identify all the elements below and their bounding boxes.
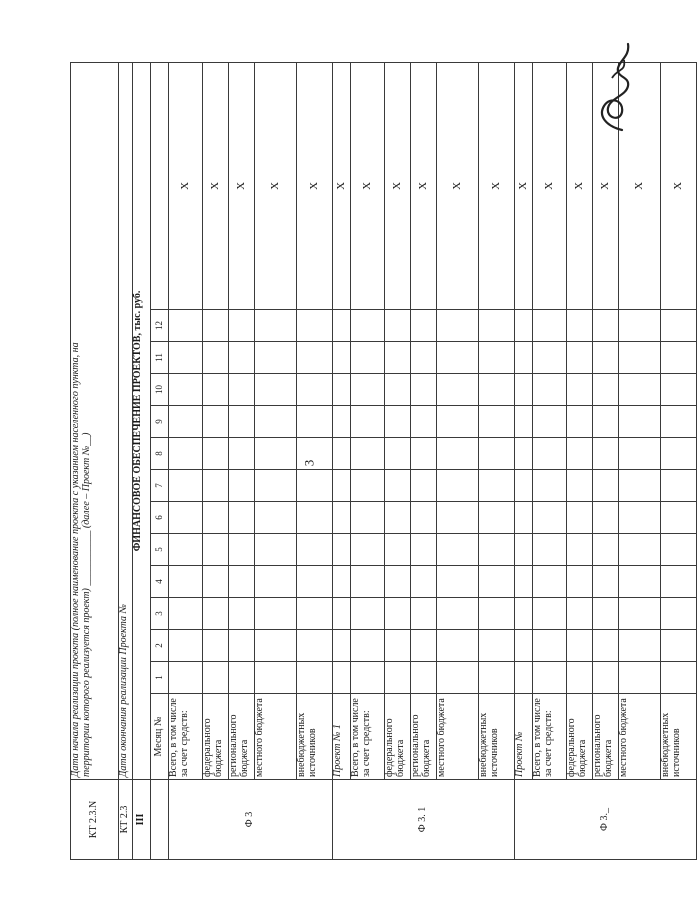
value-cell[interactable] [333, 438, 351, 470]
value-cell[interactable] [333, 342, 351, 374]
row-label-cell: внебюджетных источников [297, 694, 333, 780]
value-cell[interactable] [385, 470, 411, 502]
group-code-cell: Ф 3._ [515, 780, 697, 860]
value-cell[interactable] [203, 438, 229, 470]
value-cell[interactable] [567, 438, 593, 470]
value-cell[interactable] [385, 374, 411, 406]
value-cell[interactable] [619, 662, 661, 694]
kt-code-cell: КТ 2.3.N [71, 780, 119, 860]
month-10-header: 10 [151, 374, 169, 406]
value-cell[interactable] [229, 342, 255, 374]
value-cell[interactable] [411, 374, 437, 406]
value-cell[interactable] [619, 630, 661, 662]
value-cell[interactable] [533, 374, 567, 406]
value-cell[interactable] [593, 470, 619, 502]
x-mark-cell: X [661, 62, 697, 309]
x-mark-cell: X [567, 62, 593, 309]
value-cell[interactable] [255, 502, 297, 534]
value-cell[interactable] [255, 310, 297, 342]
month-8-header: 8 [151, 438, 169, 470]
value-cell[interactable] [479, 406, 515, 438]
value-cell[interactable] [255, 662, 297, 694]
row-label-cell: Проект № [515, 694, 533, 780]
row-label-cell: местного бюджета [437, 694, 479, 780]
value-cell[interactable] [255, 374, 297, 406]
value-cell[interactable] [411, 310, 437, 342]
value-cell[interactable] [437, 534, 479, 566]
value-cell[interactable] [351, 534, 385, 566]
value-cell[interactable] [385, 502, 411, 534]
value-cell[interactable] [567, 534, 593, 566]
month-12-header: 12 [151, 310, 169, 342]
row-label-cell: регионального бюджета [229, 694, 255, 780]
value-cell[interactable] [661, 630, 697, 662]
value-cell[interactable] [297, 470, 333, 502]
table-row [515, 62, 533, 859]
value-cell[interactable] [203, 598, 229, 630]
row-label-cell: местного бюджета [619, 694, 661, 780]
value-cell[interactable] [437, 310, 479, 342]
x-mark-cell: X [515, 62, 533, 309]
start-date-line1: Дата начала реализации проекта (полное наименование проекта с указанием населенного пункта, на [70, 342, 81, 777]
value-cell[interactable] [255, 438, 297, 470]
value-cell[interactable] [229, 630, 255, 662]
value-cell[interactable] [515, 406, 533, 438]
value-cell[interactable] [333, 598, 351, 630]
value-cell[interactable] [297, 438, 333, 470]
value-cell[interactable] [567, 342, 593, 374]
value-cell[interactable] [515, 374, 533, 406]
value-cell[interactable] [229, 598, 255, 630]
value-cell[interactable] [661, 470, 697, 502]
value-cell[interactable] [661, 438, 697, 470]
value-cell[interactable] [567, 374, 593, 406]
value-cell[interactable] [411, 342, 437, 374]
value-cell[interactable] [479, 630, 515, 662]
value-cell[interactable] [297, 342, 333, 374]
value-cell[interactable] [619, 342, 661, 374]
value-cell[interactable] [533, 598, 567, 630]
value-cell[interactable] [385, 534, 411, 566]
value-cell[interactable] [593, 630, 619, 662]
value-cell[interactable] [255, 534, 297, 566]
value-cell[interactable] [351, 470, 385, 502]
row-label-cell: местного бюджета [255, 694, 297, 780]
value-cell[interactable] [229, 438, 255, 470]
value-cell[interactable] [619, 502, 661, 534]
value-cell[interactable] [169, 374, 203, 406]
x-mark-cell: X [593, 62, 619, 309]
value-cell[interactable] [333, 662, 351, 694]
month-3-header: 3 [151, 598, 169, 630]
value-cell[interactable] [385, 662, 411, 694]
value-cell[interactable] [203, 662, 229, 694]
value-cell[interactable] [297, 502, 333, 534]
value-cell[interactable] [411, 470, 437, 502]
table-row [385, 62, 411, 859]
value-cell[interactable] [411, 566, 437, 598]
value-cell[interactable] [229, 470, 255, 502]
financing-table-sheet [70, 63, 684, 860]
value-cell[interactable] [515, 310, 533, 342]
value-cell[interactable] [333, 310, 351, 342]
value-cell[interactable] [661, 502, 697, 534]
table-row [297, 62, 333, 859]
value-cell[interactable] [661, 662, 697, 694]
value-cell[interactable] [169, 566, 203, 598]
value-cell[interactable] [203, 406, 229, 438]
value-cell[interactable] [661, 342, 697, 374]
x-mark-cell: X [297, 62, 333, 309]
value-cell[interactable] [297, 662, 333, 694]
table-row [169, 62, 203, 859]
end-date-cell: Дата окончания реализации Проекта № [119, 62, 133, 779]
value-cell[interactable] [229, 534, 255, 566]
value-cell[interactable] [385, 406, 411, 438]
value-cell[interactable] [567, 310, 593, 342]
value-cell[interactable] [479, 438, 515, 470]
value-cell[interactable] [333, 534, 351, 566]
value-cell[interactable] [479, 470, 515, 502]
value-cell[interactable] [411, 502, 437, 534]
value-cell[interactable] [515, 534, 533, 566]
x-mark-cell: X [351, 62, 385, 309]
value-cell[interactable] [619, 598, 661, 630]
table-row [661, 62, 697, 859]
value-cell[interactable] [203, 534, 229, 566]
month-2-header: 2 [151, 630, 169, 662]
value-cell[interactable] [567, 470, 593, 502]
month-9-header: 9 [151, 406, 169, 438]
value-cell[interactable] [515, 438, 533, 470]
value-cell[interactable] [593, 374, 619, 406]
x-mark-cell: X [255, 62, 297, 309]
value-cell[interactable] [437, 566, 479, 598]
value-cell[interactable] [533, 534, 567, 566]
value-cell[interactable] [229, 374, 255, 406]
value-cell[interactable] [255, 566, 297, 598]
row-label-cell: Проект № 1 [333, 694, 351, 780]
value-cell[interactable] [515, 630, 533, 662]
value-cell[interactable] [479, 662, 515, 694]
x-mark-cell: X [533, 62, 567, 309]
table-row [229, 62, 255, 859]
value-cell[interactable] [351, 374, 385, 406]
value-cell[interactable] [203, 342, 229, 374]
value-cell[interactable] [411, 438, 437, 470]
row-label-cell: федерального бюджета [203, 694, 229, 780]
value-cell[interactable] [437, 406, 479, 438]
value-cell[interactable] [229, 662, 255, 694]
row-label-cell: регионального бюджета [411, 694, 437, 780]
value-cell[interactable] [437, 502, 479, 534]
handwritten-signature [592, 38, 636, 134]
value-cell[interactable] [479, 342, 515, 374]
value-cell[interactable] [255, 342, 297, 374]
value-cell[interactable] [437, 662, 479, 694]
value-cell[interactable] [619, 534, 661, 566]
value-cell[interactable] [351, 566, 385, 598]
value-cell[interactable] [333, 502, 351, 534]
value-cell[interactable] [297, 310, 333, 342]
value-cell[interactable] [661, 566, 697, 598]
value-cell[interactable] [619, 438, 661, 470]
table-row [437, 62, 479, 859]
value-cell[interactable] [479, 310, 515, 342]
value-cell[interactable] [437, 598, 479, 630]
x-mark-cell: X [385, 62, 411, 309]
value-cell[interactable] [593, 310, 619, 342]
value-cell[interactable] [333, 406, 351, 438]
value-cell[interactable] [411, 662, 437, 694]
value-cell[interactable] [515, 598, 533, 630]
value-cell[interactable] [533, 342, 567, 374]
value-cell[interactable] [437, 438, 479, 470]
value-cell[interactable] [169, 598, 203, 630]
value-cell[interactable] [229, 406, 255, 438]
value-cell[interactable] [619, 566, 661, 598]
month-11-header: 11 [151, 342, 169, 374]
value-cell[interactable] [533, 662, 567, 694]
value-cell[interactable] [255, 630, 297, 662]
value-cell[interactable] [437, 470, 479, 502]
value-cell[interactable] [169, 310, 203, 342]
table-row [411, 62, 437, 859]
value-cell[interactable] [351, 662, 385, 694]
value-cell[interactable] [255, 598, 297, 630]
value-cell[interactable] [351, 630, 385, 662]
section-title-cell: ФИНАНСОВОЕ ОБЕСПЕЧЕНИЕ ПРОЕКТОВ, тыс. руб. [133, 62, 151, 779]
group-code-cell: Ф 3. 1 [333, 780, 515, 860]
value-cell[interactable] [169, 534, 203, 566]
table-row [203, 62, 229, 859]
value-cell[interactable] [255, 406, 297, 438]
value-cell[interactable] [297, 598, 333, 630]
row-label-cell: Всего, в том числе за счет средств: [169, 694, 203, 780]
value-cell[interactable] [593, 342, 619, 374]
row-label-cell: федерального бюджета [567, 694, 593, 780]
value-cell[interactable] [297, 566, 333, 598]
x-mark-cell: X [229, 62, 255, 309]
value-cell[interactable] [479, 598, 515, 630]
x-mark-cell: X [333, 62, 351, 309]
value-cell[interactable] [661, 406, 697, 438]
table-row [351, 62, 385, 859]
value-cell[interactable] [437, 374, 479, 406]
value-cell[interactable] [619, 310, 661, 342]
value-cell[interactable] [533, 406, 567, 438]
row-label-cell: внебюджетных источников [479, 694, 515, 780]
row-label-cell: регионального бюджета [593, 694, 619, 780]
value-cell[interactable] [229, 502, 255, 534]
value-cell[interactable] [533, 566, 567, 598]
value-cell[interactable] [437, 342, 479, 374]
value-cell[interactable] [203, 630, 229, 662]
value-cell[interactable] [619, 406, 661, 438]
value-cell[interactable] [169, 406, 203, 438]
x-mark-cell: X [479, 62, 515, 309]
table-row [619, 62, 661, 859]
value-cell[interactable] [385, 438, 411, 470]
value-cell[interactable] [385, 310, 411, 342]
value-cell[interactable] [567, 502, 593, 534]
kt-sub-cell: КТ 2.3 [119, 780, 133, 860]
x-mark-cell: X [169, 62, 203, 309]
value-cell[interactable] [229, 310, 255, 342]
value-cell[interactable] [333, 566, 351, 598]
value-cell[interactable] [411, 534, 437, 566]
value-cell[interactable] [515, 470, 533, 502]
start-date-cell [71, 62, 119, 779]
value-cell[interactable] [593, 566, 619, 598]
month-1-header: 1 [151, 662, 169, 694]
value-cell[interactable] [169, 630, 203, 662]
value-cell[interactable] [385, 598, 411, 630]
value-cell[interactable] [661, 310, 697, 342]
value-cell[interactable] [479, 534, 515, 566]
value-cell[interactable] [351, 406, 385, 438]
value-cell[interactable] [593, 662, 619, 694]
value-cell[interactable] [515, 502, 533, 534]
value-cell[interactable] [567, 566, 593, 598]
value-cell[interactable] [661, 534, 697, 566]
value-cell[interactable] [203, 470, 229, 502]
table-row [593, 62, 619, 859]
table-row [333, 62, 351, 859]
row-label-cell: внебюджетных источников [661, 694, 697, 780]
value-cell[interactable] [533, 438, 567, 470]
value-cell[interactable] [297, 534, 333, 566]
financing-table [70, 62, 697, 860]
value-cell[interactable] [661, 374, 697, 406]
value-cell[interactable] [169, 470, 203, 502]
value-cell[interactable] [619, 470, 661, 502]
value-cell[interactable] [351, 342, 385, 374]
value-cell[interactable] [255, 470, 297, 502]
value-cell[interactable] [567, 662, 593, 694]
value-cell[interactable] [333, 374, 351, 406]
table-row [479, 62, 515, 859]
value-cell[interactable] [593, 534, 619, 566]
month-4-header: 4 [151, 566, 169, 598]
x-mark-cell: X [203, 62, 229, 309]
x-mark-cell: X [619, 62, 661, 309]
month-7-header: 7 [151, 470, 169, 502]
month-header-cell: Месяц № [151, 694, 169, 780]
value-cell[interactable] [619, 374, 661, 406]
value-cell[interactable] [333, 470, 351, 502]
value-cell[interactable] [533, 470, 567, 502]
row-label-cell: Всего, в том числе за счет средств: [351, 694, 385, 780]
value-cell[interactable] [333, 630, 351, 662]
table-row [567, 62, 593, 859]
value-cell[interactable] [515, 342, 533, 374]
row-label-cell: Всего, в том числе за счет средств: [533, 694, 567, 780]
value-cell[interactable] [351, 310, 385, 342]
value-cell[interactable] [533, 502, 567, 534]
value-cell[interactable] [567, 406, 593, 438]
value-cell[interactable] [297, 406, 333, 438]
value-cell[interactable] [297, 630, 333, 662]
value-cell[interactable] [169, 662, 203, 694]
value-cell[interactable] [203, 374, 229, 406]
value-cell[interactable] [533, 310, 567, 342]
value-cell[interactable] [203, 502, 229, 534]
value-cell[interactable] [593, 406, 619, 438]
table-row [255, 62, 297, 859]
table-row [533, 62, 567, 859]
value-cell[interactable] [515, 662, 533, 694]
row-label-cell: федерального бюджета [385, 694, 411, 780]
value-cell[interactable] [533, 630, 567, 662]
value-cell[interactable] [593, 438, 619, 470]
value-cell[interactable] [411, 406, 437, 438]
value-cell[interactable] [411, 598, 437, 630]
month-5-header: 5 [151, 534, 169, 566]
value-cell[interactable] [385, 342, 411, 374]
x-mark-cell: X [411, 62, 437, 309]
value-cell[interactable] [229, 566, 255, 598]
value-cell[interactable] [661, 598, 697, 630]
group-code-cell: Ф 3 [169, 780, 333, 860]
value-cell[interactable] [385, 566, 411, 598]
value-cell[interactable] [593, 598, 619, 630]
value-cell[interactable] [351, 598, 385, 630]
value-cell[interactable] [515, 566, 533, 598]
section-roman-cell: III [133, 780, 151, 860]
value-cell[interactable] [297, 374, 333, 406]
value-cell[interactable] [567, 598, 593, 630]
value-cell[interactable] [169, 342, 203, 374]
value-cell[interactable] [169, 502, 203, 534]
value-cell[interactable] [593, 502, 619, 534]
value-cell[interactable] [479, 502, 515, 534]
value-cell[interactable] [203, 566, 229, 598]
month-code-cell [151, 780, 169, 860]
value-cell[interactable] [203, 310, 229, 342]
month-header-blank [151, 62, 169, 309]
value-cell[interactable] [169, 438, 203, 470]
value-cell[interactable] [479, 566, 515, 598]
value-cell[interactable] [411, 630, 437, 662]
value-cell[interactable] [479, 374, 515, 406]
month-6-header: 6 [151, 502, 169, 534]
value-cell[interactable] [351, 502, 385, 534]
value-cell[interactable] [351, 438, 385, 470]
x-mark-cell: X [437, 62, 479, 309]
page-number: 3 [301, 459, 317, 467]
start-date-line2: территории которого реализуется проект) ___________ (далее – Проект №__) [80, 432, 92, 777]
value-cell[interactable] [437, 630, 479, 662]
value-cell[interactable] [567, 630, 593, 662]
value-cell[interactable] [385, 630, 411, 662]
